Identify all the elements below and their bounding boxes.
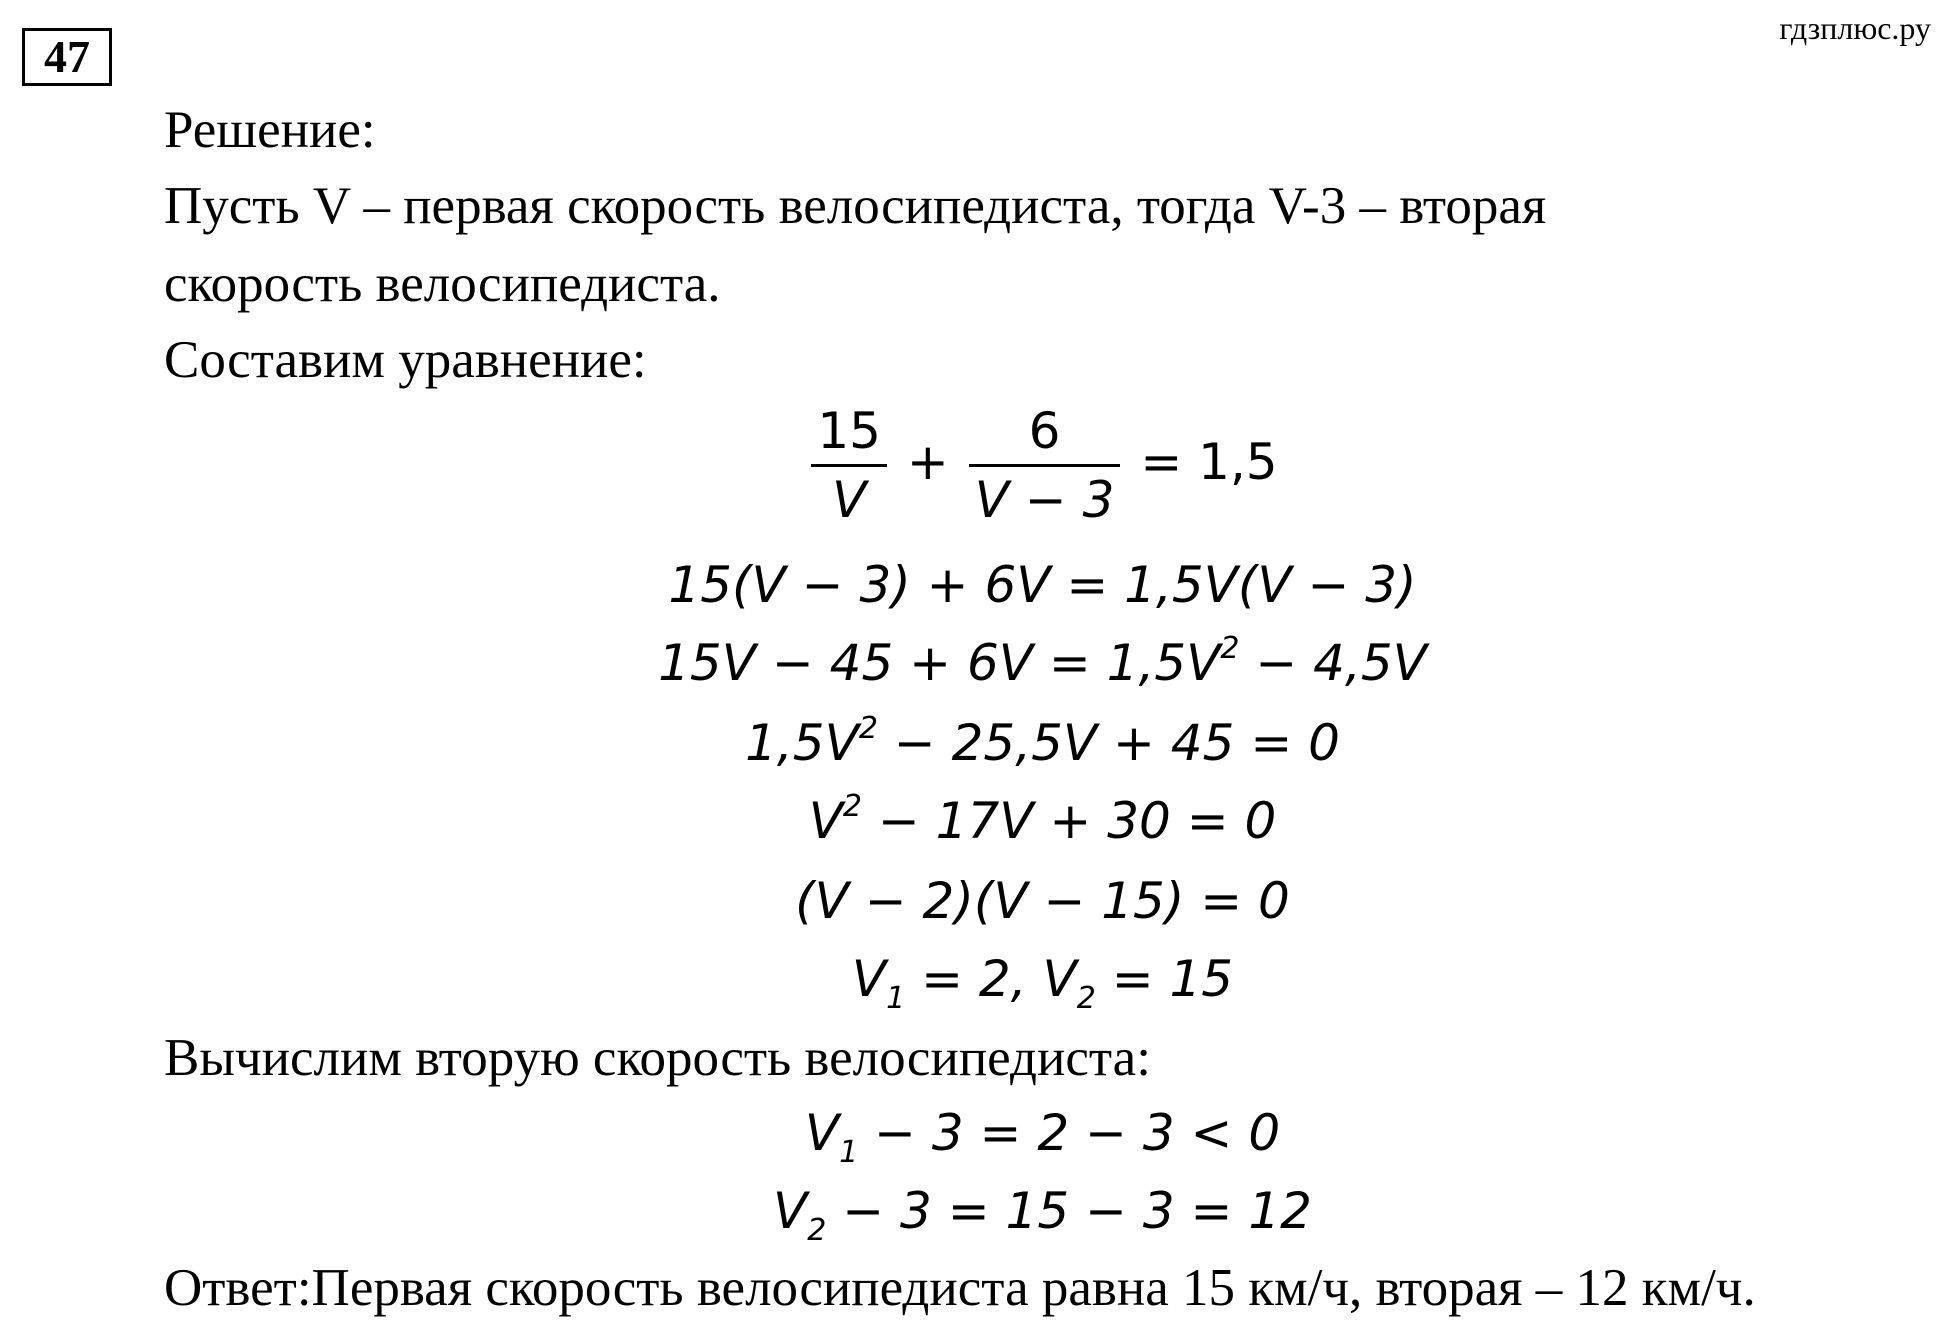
compute-second-speed-label: Вычислим вторую скорость велосипедиста: bbox=[164, 1029, 1151, 1087]
fraction-denominator: V − 3 bbox=[974, 471, 1115, 529]
equation-3: $15V - 45 + 6V = 1,5V^2 - 4,5V$ bbox=[658, 631, 1427, 692]
equation-9: $V_2 - 3 = 15 - 3 = 12$ bbox=[773, 1182, 1312, 1248]
equation-4: $1,5V^2 - 25,5V + 45 = 0$ bbox=[745, 711, 1340, 772]
fraction-15-over-v bbox=[811, 402, 887, 529]
solution-label: Решение: bbox=[164, 101, 376, 159]
equation-7-roots: $V_1 = 2$, $V_2 = 15$ bbox=[851, 950, 1234, 1016]
fraction-6-over-v-minus-3 bbox=[969, 402, 1121, 529]
answer-line: Ответ:Первая скорость велосипедиста равна 15 км/ч, вторая – 12 км/ч. bbox=[164, 1259, 1756, 1317]
equation-rhs: = 1,5 bbox=[1140, 433, 1278, 491]
compose-equation-label: Составим уравнение: bbox=[164, 331, 647, 389]
equation-2: 15(V − 3) + 6V = 1,5V(V − 3) bbox=[668, 556, 1417, 614]
equation-6: (V − 2)(V − 15) = 0 bbox=[795, 872, 1290, 930]
equation-5: $V^2 - 17V + 30 = 0$ bbox=[808, 789, 1277, 850]
fraction-numerator: 6 bbox=[969, 406, 1121, 467]
fraction-denominator: V bbox=[832, 471, 867, 529]
plus-sign: + bbox=[906, 433, 949, 491]
let-statement-line-1: Пусть V – первая скорость велосипедиста, тогда V-3 – вторая bbox=[164, 177, 1547, 235]
fraction-numerator: 15 bbox=[811, 406, 887, 467]
equation-1 bbox=[0, 402, 1945, 529]
site-watermark: гдзплюс.ру bbox=[1779, 10, 1931, 46]
problem-number-box: 47 bbox=[22, 28, 112, 86]
equation-8: $V_1 - 3 = 2 - 3 < 0$ bbox=[804, 1104, 1281, 1170]
let-statement-line-2: скорость велосипедиста. bbox=[164, 255, 721, 313]
